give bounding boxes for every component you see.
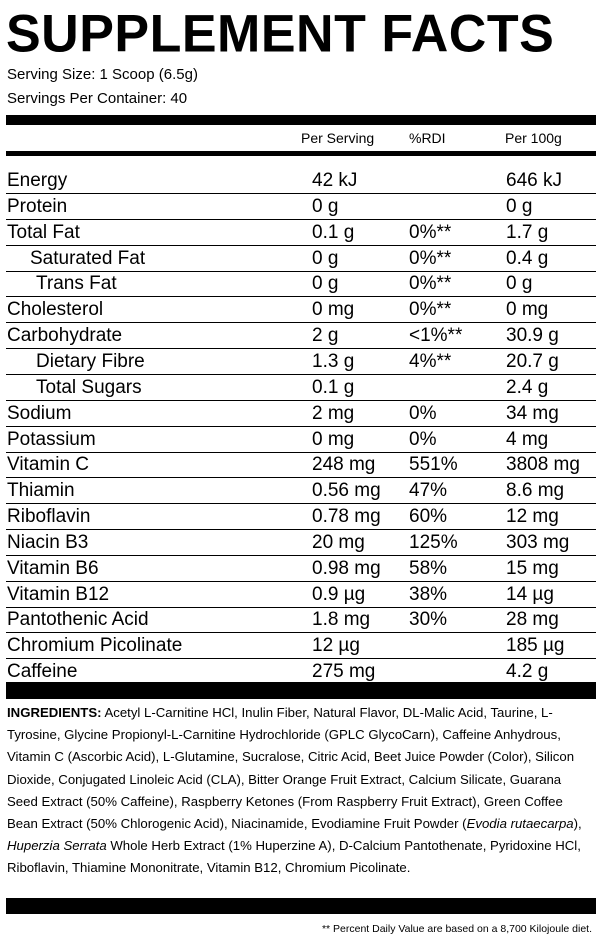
thick-divider-top	[6, 115, 596, 125]
per-100g-value: 0 g	[506, 195, 533, 217]
nutrient-name: Potassium	[7, 428, 96, 450]
column-header-rdi: %RDI	[409, 130, 446, 146]
per-100g-value: 15 mg	[506, 557, 559, 579]
nutrient-row	[6, 297, 596, 323]
rdi-value: 0%**	[409, 273, 452, 295]
per-100g-value: 14 µg	[506, 583, 554, 605]
nutrient-row	[6, 452, 596, 478]
nutrient-row	[6, 194, 596, 220]
nutrient-name: Riboflavin	[7, 506, 91, 528]
rdi-value: 0%	[409, 428, 437, 450]
per-serving-value: 2 mg	[312, 402, 355, 424]
rdi-value: 58%	[409, 557, 448, 579]
per-serving-value: 2 g	[312, 325, 339, 347]
nutrient-row	[6, 427, 596, 453]
per-serving-value: 1.8 mg	[312, 609, 371, 631]
ingredients-text: INGREDIENTS: Acetyl L-Carnitine HCl, Inulin Fiber, Natural Flavor, DL-Malic Acid, Taurine, L-Tyrosine, Glycine Propionyl-L-Carnitine Hydrochloride (GPLC GlycoCarn), Caffeine Anhydrous, Vitamin C (Ascorbic Acid), L-Glutamine, Sucralose, Citric Acid, Beet Juice Powder (Color), Silicon Dioxide, Conjugated Linoleic Acid (CLA), Bitter Orange Fruit Extract, Calcium Silicate, Guarana Seed Extract (50% Caffeine), Raspberry Ketones (From Raspberry Fruit Extract), Green Coffee Bean Extract (50% Chlorogenic Acid), Niacinamide, Evodiamine Fruit Powder (Evodia rutaecarpa), Huperzia Serrata Whole Herb Extract (1% Huperzine A), D-Calcium Pantothenate, Pyridoxine HCl, Riboflavin, Thiamine Mononitrate, Vitamin B12, Chromium Picolinate.	[7, 705, 582, 876]
nutrient-name: Protein	[7, 195, 68, 217]
per-serving-value: 1.3 g	[312, 350, 355, 372]
per-serving-value: 248 mg	[312, 454, 376, 476]
per-serving-value: 0.56 mg	[312, 480, 381, 502]
per-100g-value: 185 µg	[506, 635, 565, 657]
nutrient-row	[6, 607, 596, 633]
nutrient-name: Vitamin C	[7, 454, 90, 476]
nutrient-name: Total Sugars	[36, 376, 142, 398]
footnote: ** Percent Daily Value are based on a 8,700 Kilojoule diet.	[321, 923, 592, 935]
per-100g-value: 0 g	[506, 273, 533, 295]
per-serving-value: 12 µg	[312, 635, 360, 657]
nutrient-row	[6, 530, 596, 556]
nutrient-name: Trans Fat	[36, 273, 117, 295]
nutrient-name: Vitamin B6	[7, 557, 99, 579]
per-100g-value: 1.7 g	[506, 221, 549, 243]
per-100g-value: 30.9 g	[506, 325, 559, 347]
panel-title: SUPPLEMENT FACTS	[6, 4, 555, 64]
per-100g-value: 303 mg	[506, 531, 570, 553]
nutrient-row	[6, 401, 596, 427]
nutrient-name: Total Fat	[7, 221, 80, 243]
per-100g-value: 0.4 g	[506, 247, 549, 269]
ingredients-label: INGREDIENTS:	[7, 705, 102, 720]
nutrient-row	[6, 582, 596, 608]
nutrient-row	[6, 220, 596, 246]
rdi-value: 38%	[409, 583, 448, 605]
per-serving-value: 0.78 mg	[312, 506, 381, 528]
rdi-value: 551%	[409, 454, 458, 476]
per-100g-value: 34 mg	[506, 402, 559, 424]
nutrient-name: Energy	[7, 170, 68, 191]
nutrient-row	[6, 556, 596, 582]
nutrient-name: Thiamin	[7, 480, 75, 502]
per-100g-value: 4.2 g	[506, 661, 549, 683]
nutrient-row	[6, 633, 596, 659]
nutrient-name: Vitamin B12	[7, 583, 110, 605]
column-header-per-100g: Per 100g	[505, 130, 562, 146]
rdi-value: 0%**	[409, 221, 452, 243]
per-serving-value: 0 g	[312, 247, 339, 269]
nutrient-row	[6, 271, 596, 297]
nutrient-name: Niacin B3	[7, 531, 89, 553]
per-100g-value: 12 mg	[506, 506, 559, 528]
header-divider	[6, 151, 596, 156]
thick-divider-middle	[6, 682, 596, 699]
rdi-value: 47%	[409, 480, 448, 502]
per-serving-value: 0 mg	[312, 299, 355, 321]
per-serving-value: 0.9 µg	[312, 583, 366, 605]
rdi-value: 0%**	[409, 247, 452, 269]
rdi-value: 0%	[409, 402, 437, 424]
nutrient-name: Saturated Fat	[30, 247, 146, 269]
rdi-value: <1%**	[409, 325, 463, 347]
per-100g-value: 8.6 mg	[506, 480, 565, 502]
nutrient-row	[6, 504, 596, 530]
per-serving-value: 275 mg	[312, 661, 376, 683]
per-100g-value: 3808 mg	[506, 454, 580, 476]
nutrient-row	[6, 349, 596, 375]
nutrient-name: Carbohydrate	[7, 325, 123, 347]
per-100g-value: 0 mg	[506, 299, 549, 321]
per-100g-value: 20.7 g	[506, 350, 559, 372]
servings-per-container: Servings Per Container: 40	[7, 90, 188, 107]
nutrient-row	[6, 246, 596, 272]
per-100g-value: 2.4 g	[506, 376, 549, 398]
serving-size: Serving Size: 1 Scoop (6.5g)	[7, 66, 198, 83]
per-serving-value: 0.1 g	[312, 221, 355, 243]
per-serving-value: 0.98 mg	[312, 557, 381, 579]
nutrient-name: Cholesterol	[7, 299, 104, 321]
per-serving-value: 0.1 g	[312, 376, 355, 398]
rdi-value: 125%	[409, 531, 458, 553]
per-100g-value: 28 mg	[506, 609, 559, 631]
nutrient-row	[6, 375, 596, 401]
ingredient-latin-name: Huperzia Serrata	[7, 838, 107, 854]
per-100g-value: 646 kJ	[506, 170, 562, 191]
rdi-value: 0%**	[409, 299, 452, 321]
per-serving-value: 20 mg	[312, 531, 365, 553]
nutrient-row	[6, 168, 596, 194]
rdi-value: 60%	[409, 506, 448, 528]
rdi-value: 30%	[409, 609, 448, 631]
per-serving-value: 0 g	[312, 195, 339, 217]
per-serving-value: 0 g	[312, 273, 339, 295]
rdi-value: 4%**	[409, 350, 452, 372]
per-serving-value: 0 mg	[312, 428, 355, 450]
nutrient-row	[6, 478, 596, 504]
nutrient-name: Pantothenic Acid	[7, 609, 149, 631]
per-serving-value: 42 kJ	[312, 170, 358, 191]
nutrient-name: Sodium	[7, 402, 72, 424]
ingredient-latin-name: Evodia rutaecarpa	[466, 816, 574, 832]
nutrient-name: Caffeine	[7, 661, 78, 683]
column-header-per-serving: Per Serving	[301, 130, 375, 146]
nutrient-name: Dietary Fibre	[36, 350, 145, 372]
per-100g-value: 4 mg	[506, 428, 549, 450]
nutrient-row	[6, 323, 596, 349]
nutrient-name: Chromium Picolinate	[7, 635, 183, 657]
thick-divider-bottom	[6, 898, 596, 914]
